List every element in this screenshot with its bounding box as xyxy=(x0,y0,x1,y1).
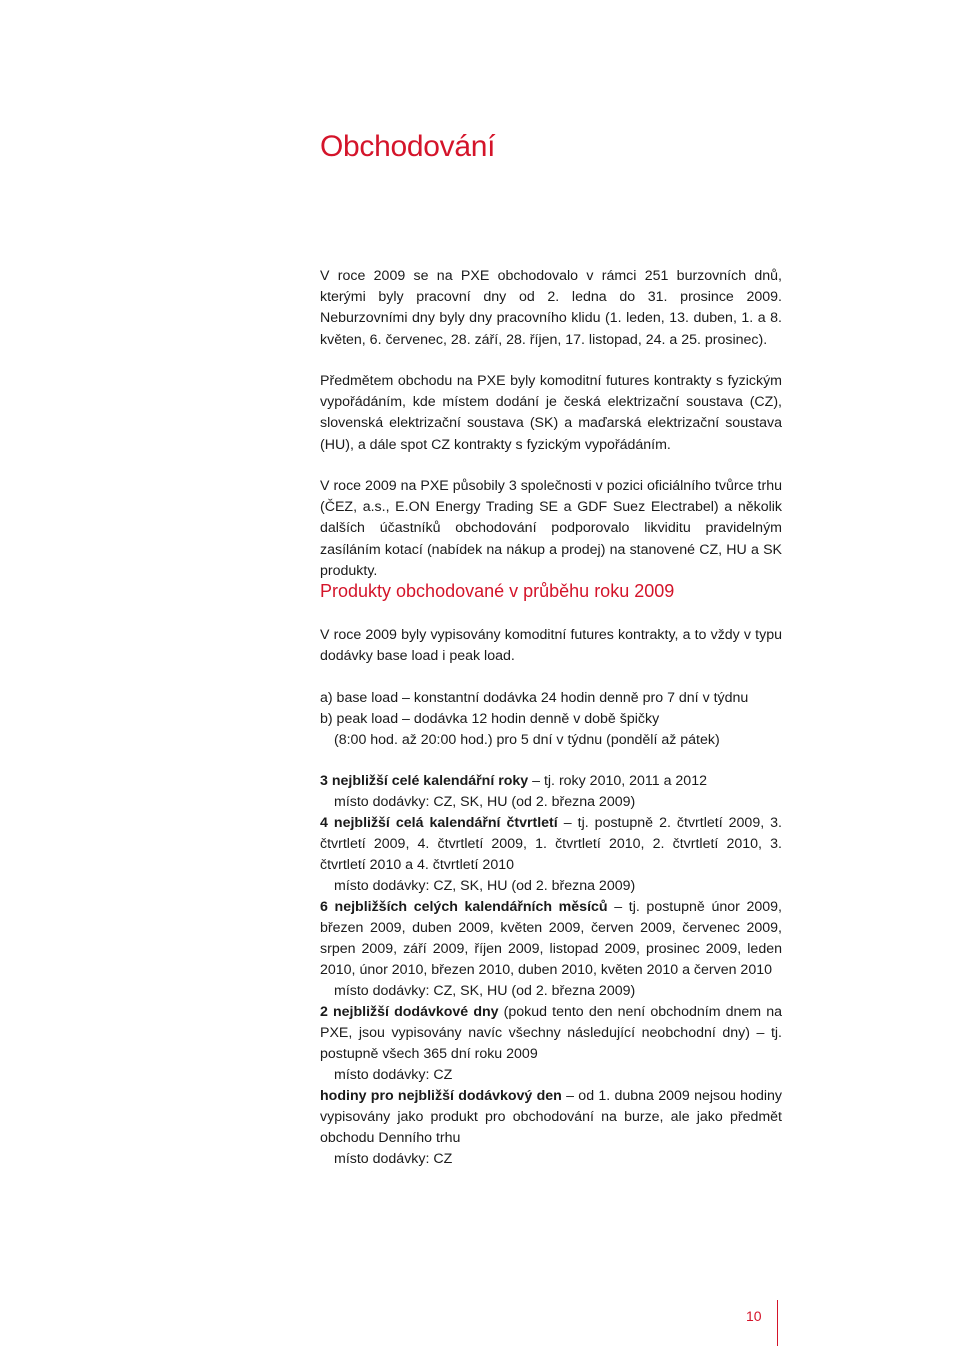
product-item xyxy=(320,813,782,876)
product-text: – tj. postupně únor 2009, březen 2009, duben 2009, květen 2009, červen 2009, červenec 2009, srpen 2009, září 2009, říjen 2009, listopad 2009, prosinec 2009, leden 2010, únor 2010, březen 2010, duben 2010, květen 2010 a červen 2010 xyxy=(320,899,782,978)
product-label: hodiny pro nejbližší dodávkový den xyxy=(320,1088,562,1104)
page-number-rule xyxy=(777,1300,778,1346)
product-item xyxy=(320,1002,782,1065)
page-title: Obchodování xyxy=(320,130,496,163)
product-label: 2 nejbližší dodávkové dny xyxy=(320,1004,499,1020)
product-label: 3 nejbližší celé kalendářní roky xyxy=(320,773,529,789)
load-type-base: a) base load – konstantní dodávka 24 hodin denně pro 7 dní v týdnu xyxy=(320,690,749,706)
load-type-peak-hours: (8:00 hod. až 20:00 hod.) pro 5 dní v týdnu (pondělí až pátek) xyxy=(334,732,720,748)
page-number: 10 xyxy=(746,1308,762,1324)
product-place: místo dodávky: CZ, SK, HU (od 2. března 2009) xyxy=(334,878,636,894)
product-item xyxy=(320,897,782,981)
product-item xyxy=(320,771,782,792)
product-text: – tj. postupně 2. čtvrtletí 2009, 3. čtvrtletí 2009, 4. čtvrtletí 2009, 1. čtvrtletí 2010, 2. čtvrtletí 2010, 3. čtvrtletí 2010 a 4. čtvrtletí 2010 xyxy=(320,815,782,873)
product-item xyxy=(320,1086,782,1149)
paragraph-trading-days: V roce 2009 se na PXE obchodovalo v rámci 251 burzovních dnů, kterými byly pracovní dny od 2. ledna do 31. prosince 2009. Neburzovními dny byly dny pracovního klidu (1. leden, 13. duben, 1. a 8. květen, 6. červenec, 28. září, 28. říjen, 17. listopad, 24. a 25. prosinec). xyxy=(320,268,782,348)
load-type-peak: b) peak load – dodávka 12 hodin denně v době špičky xyxy=(320,711,660,727)
paragraph-products-intro: V roce 2009 byly vypisovány komoditní futures kontrakty, a to vždy v typu dodávky base load i peak load. xyxy=(320,627,782,665)
product-text: (pokud tento den není obchodním dnem na PXE, jsou vypisovány navíc všechny následující neobchodní dny) – tj. postupně všech 365 dní roku 2009 xyxy=(320,1004,783,1062)
load-types-list xyxy=(320,688,782,751)
product-label: 4 nejbližší celá kalendářní čtvrtletí xyxy=(320,815,558,831)
product-label: 6 nejbližších celých kalendářních měsíců xyxy=(320,899,608,915)
paragraph-market-makers: V roce 2009 na PXE působily 3 společnosti v pozici oficiálního tvůrce trhu (ČEZ, a.s., E.ON Energy Trading SE a GDF Suez Electrabel) a několik dalších účastníků obchodování podporovalo likviditu pravidelným zasíláním kotací (nabídek na nákup a prodej) na stanovené CZ, HU a SK produkty. xyxy=(320,478,782,579)
product-place: místo dodávky: CZ xyxy=(334,1151,453,1167)
product-text: – tj. roky 2010, 2011 a 2012 xyxy=(528,773,707,789)
product-place: místo dodávky: CZ, SK, HU (od 2. března 2009) xyxy=(334,794,636,810)
product-text: – od 1. dubna 2009 nejsou hodiny vypisovány jako produkt pro obchodování na burze, ale jako předmět obchodu Denního trhu xyxy=(320,1088,782,1146)
product-place: místo dodávky: CZ xyxy=(334,1067,453,1083)
product-place: místo dodávky: CZ, SK, HU (od 2. března 2009) xyxy=(334,983,636,999)
products-list xyxy=(320,771,782,1170)
section-heading-products: Produkty obchodované v průběhu roku 2009 xyxy=(320,581,675,601)
paragraph-subject: Předmětem obchodu na PXE byly komoditní futures kontrakty s fyzickým vypořádáním, kde místem dodání je česká elektrizační soustava (CZ), slovenská elektrizační soustava (SK) a maďarská elektrizační soustava (HU), a dále spot CZ kontrakty s fyzickým vypořádáním. xyxy=(320,373,782,453)
